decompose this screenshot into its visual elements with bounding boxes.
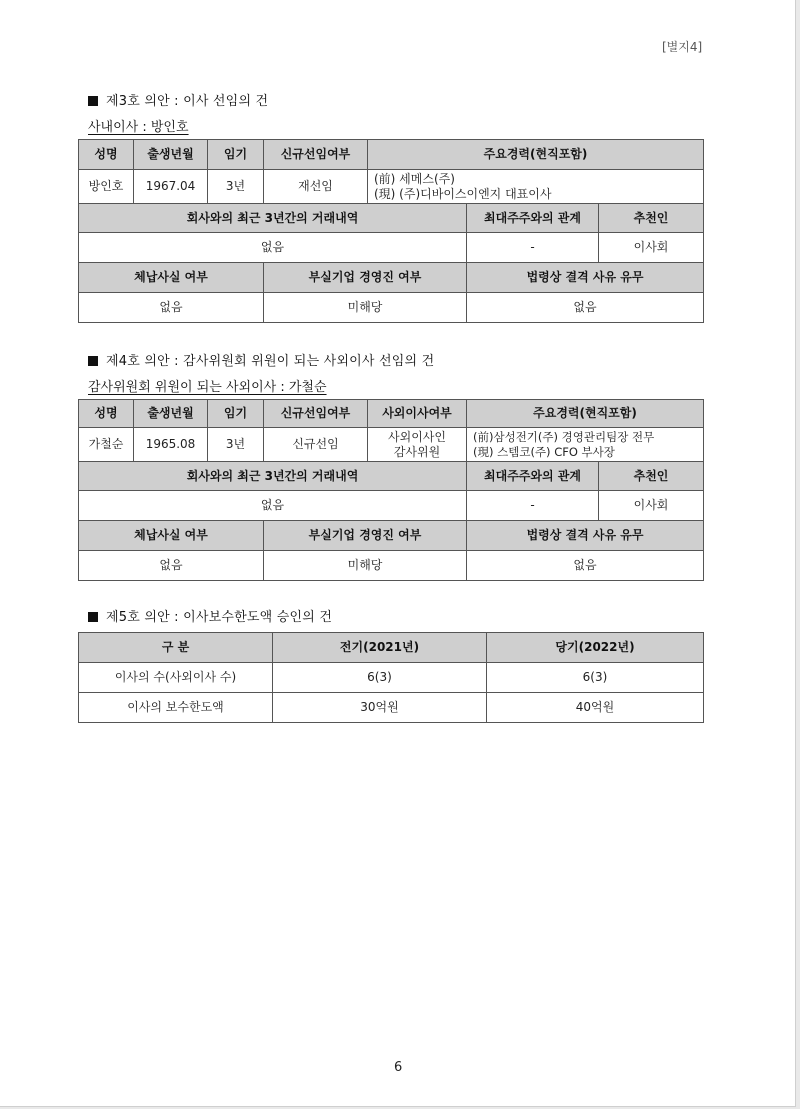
table-header-row [79,633,704,663]
bullet-square-icon [88,356,98,366]
cell-term: 3년 [208,428,264,462]
career-line-1: (前)삼성전기(주) 경영관리팀장 전무 [473,429,655,444]
page-tag: [별지4] [662,40,703,54]
item4-title-text: 제4호 의안 : 감사위원회 위원이 되는 사외이사 선임의 건 [106,354,435,369]
table-row [79,293,704,323]
header-prev-period: 전기(2021년) [273,633,487,663]
item5-title [88,606,332,625]
table-header-row [79,462,704,491]
cell-birth: 1965.08 [134,428,208,462]
table-row [79,551,704,581]
cell-outside [368,428,467,462]
career-line-2: (現) 스템코(주) CFO 부사장 [473,444,615,459]
table-row [79,233,704,263]
header-birth: 출생년월 [134,140,208,170]
table-header-row [79,263,704,293]
item3-title [88,90,268,109]
header-outside: 사외이사여부 [368,400,467,428]
item4-subtitle: 감사위원회 위원이 되는 사외이사 : 가철순 [88,380,327,395]
cell-relation: - [467,233,599,263]
cell-transactions: 없음 [79,233,467,263]
item5-title-text: 제5호 의안 : 이사보수한도액 승인의 건 [106,610,333,625]
cell-curr: 40억원 [487,693,704,723]
career-line-1: (前) 세메스(주) [374,171,455,186]
header-disqualification: 법령상 결격 사유 유무 [467,263,704,293]
item3-subtitle: 사내이사 : 방인호 [88,120,189,135]
header-career: 주요경력(현직포함) [368,140,704,170]
cell-status: 재선임 [264,170,368,204]
bullet-square-icon [88,612,98,622]
header-arrears: 체납사실 여부 [79,521,264,551]
header-insolvent: 부실기업 경영진 여부 [264,263,467,293]
item4-director-table [78,399,704,581]
header-status: 신규선임여부 [264,140,368,170]
page-number: 6 [394,1060,403,1075]
cell-arrears: 없음 [79,551,264,581]
cell-prev: 30억원 [273,693,487,723]
cell-transactions: 없음 [79,491,467,521]
header-recommender: 추천인 [599,462,704,491]
cell-name: 방인호 [79,170,134,204]
outside-line-1: 사외이사인 [388,429,446,444]
cell-term: 3년 [208,170,264,204]
cell-arrears: 없음 [79,293,264,323]
header-term: 임기 [208,400,264,428]
cell-relation: - [467,491,599,521]
cell-disqualification: 없음 [467,551,704,581]
table-header-row [79,400,704,428]
cell-status: 신규선임 [264,428,368,462]
cell-birth: 1967.04 [134,170,208,204]
table-row [79,491,704,521]
cell-career [368,170,704,204]
header-disqualification: 법령상 결격 사유 유무 [467,521,704,551]
cell-name: 가철순 [79,428,134,462]
table-header-row [79,140,704,170]
header-arrears: 체납사실 여부 [79,263,264,293]
cell-insolvent: 미해당 [264,551,467,581]
table-row [79,428,704,462]
cell-disqualification: 없음 [467,293,704,323]
cell-insolvent: 미해당 [264,293,467,323]
item3-title-text: 제3호 의안 : 이사 선임의 건 [106,94,269,109]
header-transactions: 회사와의 최근 3년간의 거래내역 [79,462,467,491]
table-header-row [79,204,704,233]
header-name: 성명 [79,140,134,170]
header-curr-period: 당기(2022년) [487,633,704,663]
header-career: 주요경력(현직포함) [467,400,704,428]
cell-curr: 6(3) [487,663,704,693]
header-relation: 최대주주와의 관계 [467,204,599,233]
table-row [79,170,704,204]
table-header-row [79,521,704,551]
table-row [79,693,704,723]
cell-prev: 6(3) [273,663,487,693]
table-row [79,663,704,693]
header-birth: 출생년월 [134,400,208,428]
header-relation: 최대주주와의 관계 [467,462,599,491]
item5-compensation-table [78,632,704,723]
item3-director-table [78,139,704,323]
cell-career [467,428,704,462]
header-transactions: 회사와의 최근 3년간의 거래내역 [79,204,467,233]
cell-recommender: 이사회 [599,233,704,263]
cell-label: 이사의 보수한도액 [79,693,273,723]
header-insolvent: 부실기업 경영진 여부 [264,521,467,551]
header-name: 성명 [79,400,134,428]
career-line-2: (現) (주)디바이스이엔지 대표이사 [374,186,552,201]
header-recommender: 추천인 [599,204,704,233]
item4-title [88,350,434,369]
header-category: 구 분 [79,633,273,663]
cell-recommender: 이사회 [599,491,704,521]
outside-line-2: 감사위원 [393,444,441,459]
bullet-square-icon [88,96,98,106]
header-term: 임기 [208,140,264,170]
cell-label: 이사의 수(사외이사 수) [79,663,273,693]
header-status: 신규선임여부 [264,400,368,428]
